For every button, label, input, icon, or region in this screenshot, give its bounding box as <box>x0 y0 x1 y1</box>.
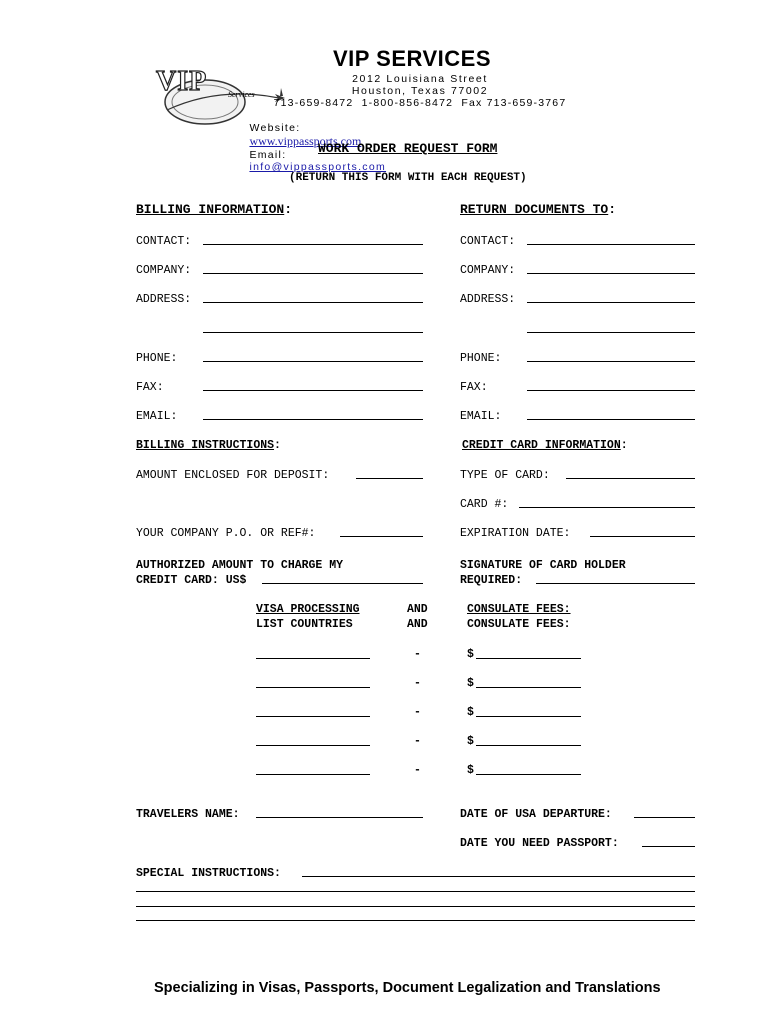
return-heading-text: RETURN DOCUMENTS TO <box>460 202 609 217</box>
special-instructions-line[interactable] <box>136 906 695 907</box>
dash: - <box>414 764 421 777</box>
dash: - <box>414 648 421 661</box>
billing-phone-label: PHONE: <box>136 352 178 365</box>
list-countries-header: LIST COUNTRIES <box>256 618 353 631</box>
logo-text: VIP <box>156 66 208 97</box>
country-field[interactable] <box>256 745 370 746</box>
billing-phone-field[interactable] <box>203 361 423 362</box>
billing-address-label: ADDRESS: <box>136 293 192 306</box>
departure-field[interactable] <box>634 817 695 818</box>
website-link[interactable]: www.vippassports.com <box>249 134 362 148</box>
dollar-sign: $ <box>467 648 474 661</box>
deposit-field[interactable] <box>356 478 423 479</box>
dash: - <box>414 677 421 690</box>
card-number-field[interactable] <box>519 507 695 508</box>
special-instructions-label: SPECIAL INSTRUCTIONS: <box>136 867 281 880</box>
company-title: VIP SERVICES <box>333 46 492 71</box>
authorized-label-2: CREDIT CARD: US$ <box>136 574 247 587</box>
and-header-2: AND <box>407 618 428 631</box>
billing-address-field[interactable] <box>203 302 423 303</box>
signature-label-2: REQUIRED: <box>460 574 523 587</box>
po-label: YOUR COMPANY P.O. OR REF#: <box>136 527 316 540</box>
website-label: Website: <box>249 122 301 134</box>
return-email-label: EMAIL: <box>460 410 502 423</box>
billing-contact-field[interactable] <box>203 244 423 245</box>
return-contact-label: CONTACT: <box>460 235 516 248</box>
special-instructions-field[interactable] <box>302 876 695 877</box>
expiration-field[interactable] <box>590 536 695 537</box>
fee-field[interactable] <box>476 687 581 688</box>
return-phone-label: PHONE: <box>460 352 502 365</box>
address-street: 2012 Louisiana Street <box>352 73 488 85</box>
return-contact-field[interactable] <box>527 244 695 245</box>
return-phone-field[interactable] <box>527 361 695 362</box>
credit-card-heading-text: CREDIT CARD INFORMATION <box>462 439 621 452</box>
credit-card-heading: CREDIT CARD INFORMATION: <box>462 439 628 452</box>
fee-field[interactable] <box>476 658 581 659</box>
need-passport-field[interactable] <box>642 846 695 847</box>
signature-field[interactable] <box>536 583 695 584</box>
return-address-label: ADDRESS: <box>460 293 516 306</box>
address-city: Houston, Texas 77002 <box>351 85 489 97</box>
authorized-label-1: AUTHORIZED AMOUNT TO CHARGE MY <box>136 559 344 572</box>
form-title: WORK ORDER REQUEST FORM <box>318 141 498 156</box>
consulate-fees-header-2: CONSULATE FEES: <box>467 618 571 631</box>
billing-heading-text: BILLING INFORMATION <box>136 202 285 217</box>
deposit-label: AMOUNT ENCLOSED FOR DEPOSIT: <box>136 469 330 482</box>
consulate-fees-header: CONSULATE FEES: <box>467 603 571 616</box>
dollar-sign: $ <box>467 706 474 719</box>
country-field[interactable] <box>256 716 370 717</box>
authorized-amount-field[interactable] <box>262 583 423 584</box>
country-field[interactable] <box>256 687 370 688</box>
billing-instructions-text: BILLING INSTRUCTIONS <box>136 439 275 452</box>
special-instructions-line[interactable] <box>136 891 695 892</box>
return-company-label: COMPANY: <box>460 264 516 277</box>
departure-label: DATE OF USA DEPARTURE: <box>460 808 612 821</box>
card-number-label: CARD #: <box>460 498 509 511</box>
form-subtitle: (RETURN THIS FORM WITH EACH REQUEST) <box>289 172 527 184</box>
fee-field[interactable] <box>476 745 581 746</box>
email-link[interactable]: info@vippassports.com <box>249 161 387 173</box>
phone-numbers: 713-659-8472 1-800-856-8472 Fax 713-659-3767 <box>273 97 567 109</box>
country-field[interactable] <box>256 774 370 775</box>
dash: - <box>414 706 421 719</box>
logo-script: Services <box>228 90 255 99</box>
expiration-label: EXPIRATION DATE: <box>460 527 571 540</box>
return-email-field[interactable] <box>527 419 695 420</box>
card-type-field[interactable] <box>566 478 695 479</box>
need-passport-label: DATE YOU NEED PASSPORT: <box>460 837 619 850</box>
dollar-sign: $ <box>467 677 474 690</box>
return-fax-field[interactable] <box>527 390 695 391</box>
return-fax-label: FAX: <box>460 381 488 394</box>
billing-company-field[interactable] <box>203 273 423 274</box>
return-heading: RETURN DOCUMENTS TO: <box>460 202 617 217</box>
fee-field[interactable] <box>476 716 581 717</box>
billing-company-label: COMPANY: <box>136 264 192 277</box>
billing-instructions-heading: BILLING INSTRUCTIONS: <box>136 439 281 452</box>
card-type-label: TYPE OF CARD: <box>460 469 550 482</box>
and-header-1: AND <box>407 603 428 616</box>
billing-fax-field[interactable] <box>203 390 423 391</box>
billing-heading: BILLING INFORMATION: <box>136 202 293 217</box>
dollar-sign: $ <box>467 735 474 748</box>
fee-field[interactable] <box>476 774 581 775</box>
travelers-name-label: TRAVELERS NAME: <box>136 808 240 821</box>
return-address-field-2[interactable] <box>527 332 695 333</box>
billing-email-field[interactable] <box>203 419 423 420</box>
billing-contact-label: CONTACT: <box>136 235 192 248</box>
footer-tagline: Specializing in Visas, Passports, Document Legalization and Translations <box>154 980 661 996</box>
special-instructions-line[interactable] <box>136 920 695 921</box>
country-field[interactable] <box>256 658 370 659</box>
email-label: Email: <box>249 149 287 161</box>
dash: - <box>414 735 421 748</box>
visa-processing-header: VISA PROCESSING <box>256 603 360 616</box>
return-address-field[interactable] <box>527 302 695 303</box>
billing-address-field-2[interactable] <box>203 332 423 333</box>
po-field[interactable] <box>340 536 423 537</box>
signature-label-1: SIGNATURE OF CARD HOLDER <box>460 559 626 572</box>
dollar-sign: $ <box>467 764 474 777</box>
billing-fax-label: FAX: <box>136 381 164 394</box>
billing-email-label: EMAIL: <box>136 410 178 423</box>
travelers-name-field[interactable] <box>256 817 423 818</box>
return-company-field[interactable] <box>527 273 695 274</box>
